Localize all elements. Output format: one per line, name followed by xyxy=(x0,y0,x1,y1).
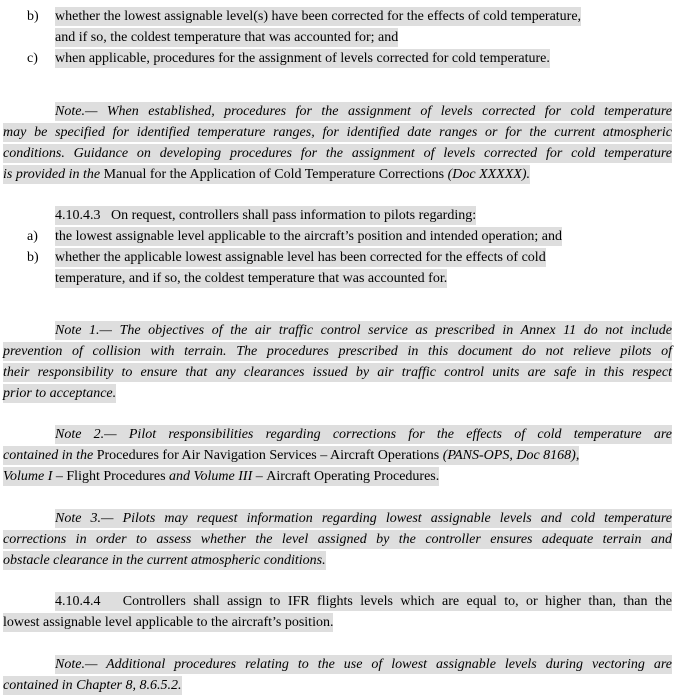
note-text-line: Note 1.— The objectives of the air traffic control service as prescribed in Annex 11 do not include xyxy=(55,323,672,338)
note-vectoring xyxy=(0,654,677,675)
paragraph-4-10-4-4 xyxy=(0,591,677,612)
volume-label: Volume I – xyxy=(3,469,67,484)
note-text-line: corrections in order to assess whether the level assigned by the controller ensures adequate terrain and xyxy=(3,532,672,547)
note-3-line-3 xyxy=(0,550,677,571)
list-item-text-line: the lowest assignable level applicable to the aircraft’s position and intended operation; and xyxy=(55,229,562,244)
paragraph-number: 4.10.4.3 xyxy=(55,208,101,223)
note-text-line xyxy=(3,165,530,184)
note-1 xyxy=(0,320,677,341)
note-1-line-3 xyxy=(0,362,677,383)
note-1-line-2 xyxy=(0,341,677,362)
note-text-run: contained in the xyxy=(3,448,97,463)
list-marker: b) xyxy=(27,250,39,265)
doc-reference: (PANS-OPS, Doc 8168), xyxy=(439,448,580,463)
note-text-line: conditions. Guidance on developing procedures for the assignment of levels corrected for cold temperature xyxy=(3,146,672,161)
list-item-text-line: whether the applicable lowest assignable level has been corrected for the effects of cold xyxy=(55,250,546,265)
note-text-line: obstacle clearance in the current atmospheric conditions. xyxy=(3,553,326,568)
doc-reference: (Doc XXXXX). xyxy=(444,167,531,182)
manual-title: Manual for the Application of Cold Temperature Corrections xyxy=(103,167,445,182)
list-marker: b) xyxy=(27,9,39,24)
note-text-line: Note.— Additional procedures relating to the use of lowest assignable levels during vectoring are xyxy=(55,657,672,672)
paragraph-text: On request, controllers shall pass information to pilots regarding: xyxy=(111,208,477,223)
note-2-line-3 xyxy=(0,466,677,487)
list-item-c xyxy=(0,48,677,69)
note-3-line-2 xyxy=(0,529,677,550)
note-text-line: Note 3.— Pilots may request information regarding lowest assignable levels and cold temperature xyxy=(55,511,672,526)
list-item-text-line: when applicable, procedures for the assignment of levels corrected for cold temperature. xyxy=(55,51,550,66)
list-item-b2-continued xyxy=(0,268,677,289)
paragraph-4-10-4-3 xyxy=(0,205,677,226)
note-text-line: contained in Chapter 8, 8.6.5.2. xyxy=(3,678,182,693)
note-levels-line-2 xyxy=(0,122,677,143)
note-3 xyxy=(0,508,677,529)
list-marker: c) xyxy=(27,51,38,66)
list-item-b xyxy=(0,6,677,27)
note-2-line-2 xyxy=(0,445,677,466)
paragraph-text-line: lowest assignable level applicable to the aircraft’s position. xyxy=(3,615,334,630)
note-levels-line-3 xyxy=(0,143,677,164)
volume-title: Flight Procedures xyxy=(66,469,166,484)
list-item-b2 xyxy=(0,247,677,268)
note-text-line: prior to acceptance. xyxy=(3,386,117,401)
note-2 xyxy=(0,424,677,445)
paragraph-text-line xyxy=(55,206,476,225)
note-text-line: Note.— When established, procedures for the assignment of levels corrected for cold temperature xyxy=(55,104,672,119)
note-levels-line-4 xyxy=(0,164,677,185)
volume-title: Aircraft Operating Procedures. xyxy=(266,469,440,484)
list-item-a2 xyxy=(0,226,677,247)
note-text-line: Note 2.— Pilot responsibilities regarding corrections for the effects of cold temperature are xyxy=(55,427,672,442)
list-item-text-line: whether the lowest assignable level(s) have been corrected for the effects of cold temperature, xyxy=(55,9,582,24)
note-text-line: their responsibility to ensure that any clearances issued by air traffic control units are safe in this respect xyxy=(3,365,672,380)
note-text-line: may be specified for identified temperature ranges, for identified date ranges or for the current atmospheric xyxy=(3,125,672,140)
list-item-b-continued xyxy=(0,27,677,48)
note-text-run: is provided in the xyxy=(3,167,104,182)
paragraph-4-10-4-4-line-2 xyxy=(0,612,677,633)
note-1-line-4 xyxy=(0,383,677,404)
paragraph-number: 4.10.4.4 xyxy=(55,594,101,609)
note-vectoring-line-2 xyxy=(0,675,677,696)
note-text-line xyxy=(3,467,439,486)
pans-ops-title: Procedures for Air Navigation Services – Aircraft Operations xyxy=(96,448,440,463)
list-item-text-line: temperature, and if so, the coldest temperature that was accounted for. xyxy=(55,271,448,286)
paragraph-text-line xyxy=(55,592,672,611)
note-text-line: prevention of collision with terrain. The procedures prescribed in this document do not relieve pilots of xyxy=(3,344,672,359)
list-marker: a) xyxy=(27,229,38,244)
paragraph-text: Controllers shall assign to IFR flights levels which are equal to, or higher than, than the xyxy=(122,594,673,609)
volume-label: and Volume III – xyxy=(165,469,267,484)
list-item-text-line: and if so, the coldest temperature that was accounted for; and xyxy=(55,30,399,45)
note-text-line xyxy=(3,446,579,465)
note-levels xyxy=(0,101,677,122)
